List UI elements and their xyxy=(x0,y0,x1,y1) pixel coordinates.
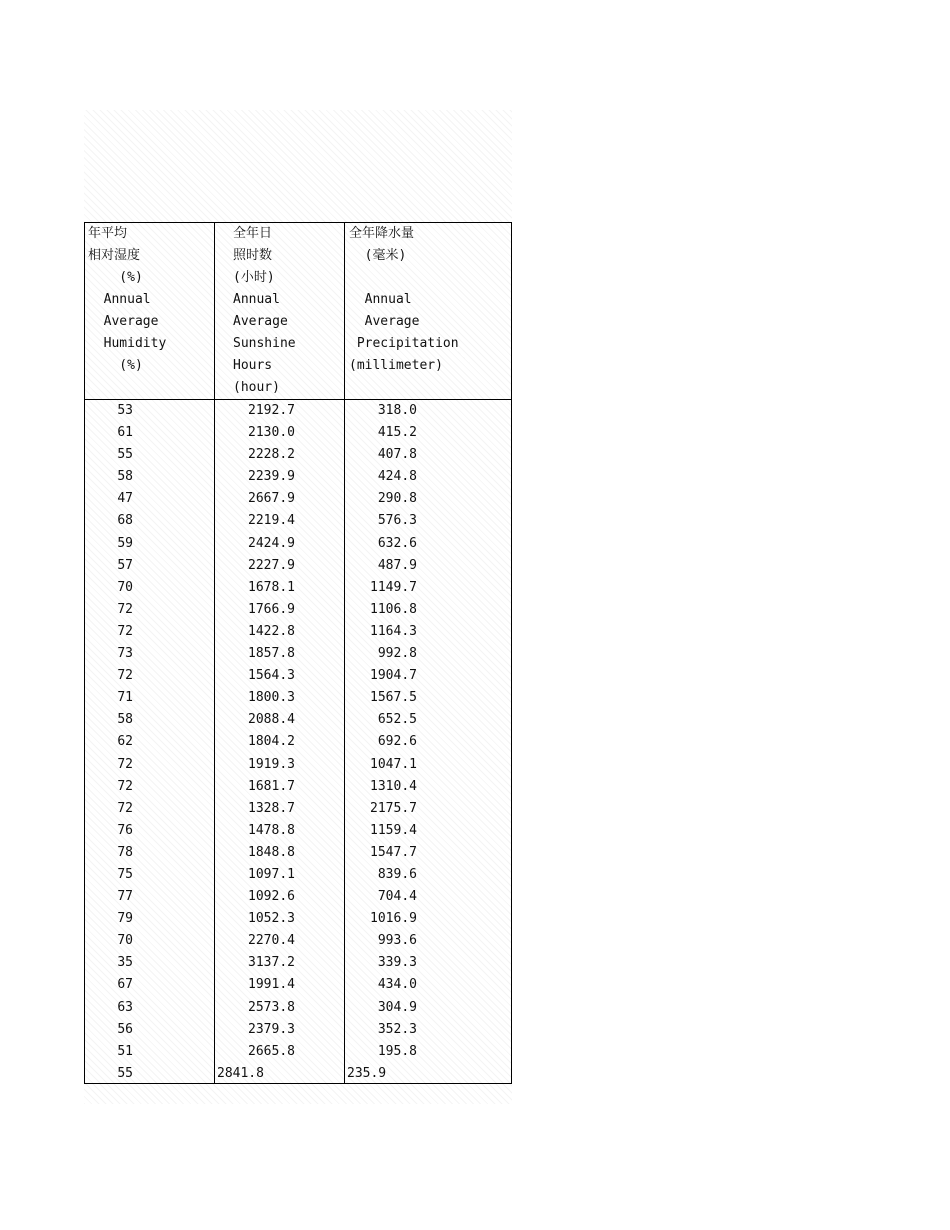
precipitation-cell: 1149.7 xyxy=(370,579,417,595)
sunshine-cell: 1564.3 xyxy=(248,668,295,684)
humidity-cell: 56 xyxy=(117,1021,133,1037)
table-row xyxy=(85,709,511,731)
header-line: (millimeter) xyxy=(349,358,443,373)
sunshine-cell: 1848.8 xyxy=(248,844,295,860)
precipitation-cell: 1547.7 xyxy=(370,844,417,860)
table-row xyxy=(85,510,511,532)
humidity-cell: 71 xyxy=(117,690,133,706)
header-line: Annual xyxy=(233,292,280,307)
humidity-cell: 63 xyxy=(117,999,133,1015)
precipitation-cell: 195.8 xyxy=(377,1043,417,1059)
humidity-cell: 53 xyxy=(117,403,133,418)
table-row xyxy=(85,599,511,621)
humidity-cell: 79 xyxy=(117,911,133,927)
sunshine-cell: 2192.7 xyxy=(248,403,295,418)
precipitation-cell: 304.9 xyxy=(377,999,417,1015)
header-line: Sunshine xyxy=(233,336,296,351)
precipitation-cell: 318.0 xyxy=(377,403,417,418)
precipitation-cell: 704.4 xyxy=(377,889,417,905)
header-precipitation xyxy=(349,223,459,377)
table-row xyxy=(85,687,511,709)
precipitation-cell: 1159.4 xyxy=(370,822,417,838)
humidity-cell: 78 xyxy=(117,844,133,860)
header-line: 相对湿度 xyxy=(88,248,141,263)
table-row xyxy=(85,754,511,776)
sunshine-cell: 2239.9 xyxy=(248,469,295,485)
table-row xyxy=(85,908,511,930)
humidity-cell: 59 xyxy=(117,535,133,551)
sunshine-cell: 2841.8 xyxy=(217,1065,264,1081)
table-row xyxy=(85,400,511,422)
humidity-cell: 72 xyxy=(117,778,133,794)
sunshine-cell: 2667.9 xyxy=(248,491,295,507)
header-line: 年平均 xyxy=(88,226,128,241)
table-body xyxy=(85,400,511,1085)
sunshine-cell: 2665.8 xyxy=(248,1043,295,1059)
precipitation-cell: 424.8 xyxy=(377,469,417,485)
sunshine-cell: 1052.3 xyxy=(248,911,295,927)
humidity-cell: 57 xyxy=(117,557,133,573)
sunshine-cell: 1678.1 xyxy=(248,579,295,595)
header-line: Hours xyxy=(233,358,273,373)
header-line: (%) xyxy=(88,270,143,285)
humidity-cell: 68 xyxy=(117,513,133,529)
header-sunshine xyxy=(233,223,296,399)
header-line: Annual xyxy=(88,292,151,307)
sunshine-cell: 2130.0 xyxy=(248,425,295,441)
precipitation-cell: 235.9 xyxy=(347,1065,387,1081)
header-line: Humidity xyxy=(88,336,167,351)
sunshine-cell: 3137.2 xyxy=(248,955,295,971)
table-row xyxy=(85,665,511,687)
header-line xyxy=(349,267,459,289)
header-line: 照时数 xyxy=(233,248,273,263)
table-row xyxy=(85,798,511,820)
precipitation-cell: 1047.1 xyxy=(370,756,417,772)
sheet-background-bottom xyxy=(84,1084,512,1104)
table-row xyxy=(85,533,511,555)
humidity-cell: 55 xyxy=(117,1065,133,1081)
humidity-cell: 51 xyxy=(117,1043,133,1059)
precipitation-cell: 407.8 xyxy=(377,447,417,463)
header-line: Annual xyxy=(349,292,412,307)
sunshine-cell: 2228.2 xyxy=(248,447,295,463)
header-humidity xyxy=(88,223,166,377)
humidity-cell: 58 xyxy=(117,712,133,728)
table-row xyxy=(85,731,511,753)
sunshine-cell: 1097.1 xyxy=(248,866,295,882)
sheet-background-top xyxy=(84,110,512,222)
humidity-cell: 47 xyxy=(117,491,133,507)
humidity-cell: 58 xyxy=(117,469,133,485)
humidity-cell: 73 xyxy=(117,646,133,662)
humidity-cell: 70 xyxy=(117,933,133,949)
sunshine-cell: 2219.4 xyxy=(248,513,295,529)
header-line: Average xyxy=(349,314,420,329)
sunshine-cell: 1328.7 xyxy=(248,800,295,816)
table-row xyxy=(85,842,511,864)
humidity-cell: 77 xyxy=(117,889,133,905)
sunshine-cell: 1092.6 xyxy=(248,889,295,905)
header-line: (毫米) xyxy=(349,248,407,263)
table-row xyxy=(85,555,511,577)
humidity-cell: 67 xyxy=(117,977,133,993)
table-row xyxy=(85,621,511,643)
sunshine-cell: 1478.8 xyxy=(248,822,295,838)
humidity-cell: 72 xyxy=(117,668,133,684)
table-row xyxy=(85,820,511,842)
table-row xyxy=(85,466,511,488)
header-line: 全年日 xyxy=(233,226,273,241)
table-row xyxy=(85,643,511,665)
table-row xyxy=(85,952,511,974)
header-line: Average xyxy=(88,314,159,329)
sunshine-cell: 2088.4 xyxy=(248,712,295,728)
header-line: (%) xyxy=(88,358,143,373)
precipitation-cell: 576.3 xyxy=(377,513,417,529)
table-row xyxy=(85,886,511,908)
precipitation-cell: 487.9 xyxy=(377,557,417,573)
humidity-cell: 70 xyxy=(117,579,133,595)
sunshine-cell: 1991.4 xyxy=(248,977,295,993)
table-row xyxy=(85,1019,511,1041)
precipitation-cell: 1904.7 xyxy=(370,668,417,684)
humidity-cell: 75 xyxy=(117,866,133,882)
precipitation-cell: 1310.4 xyxy=(370,778,417,794)
precipitation-cell: 2175.7 xyxy=(370,800,417,816)
sunshine-cell: 1681.7 xyxy=(248,778,295,794)
table-row xyxy=(85,864,511,886)
precipitation-cell: 992.8 xyxy=(377,646,417,662)
sunshine-cell: 1422.8 xyxy=(248,623,295,639)
precipitation-cell: 290.8 xyxy=(377,491,417,507)
table-row xyxy=(85,422,511,444)
precipitation-cell: 632.6 xyxy=(377,535,417,551)
humidity-cell: 76 xyxy=(117,822,133,838)
header-line: 全年降水量 xyxy=(349,226,415,241)
table-row xyxy=(85,1063,511,1085)
sunshine-cell: 1800.3 xyxy=(248,690,295,706)
table-row xyxy=(85,488,511,510)
precipitation-cell: 434.0 xyxy=(377,977,417,993)
humidity-cell: 62 xyxy=(117,734,133,750)
header-line: Precipitation xyxy=(349,336,459,351)
humidity-cell: 35 xyxy=(117,955,133,971)
table-row xyxy=(85,776,511,798)
climate-table xyxy=(84,222,512,1084)
sunshine-cell: 1857.8 xyxy=(248,646,295,662)
sunshine-cell: 2270.4 xyxy=(248,933,295,949)
humidity-cell: 72 xyxy=(117,623,133,639)
header-line: Average xyxy=(233,314,288,329)
sunshine-cell: 2379.3 xyxy=(248,1021,295,1037)
precipitation-cell: 415.2 xyxy=(377,425,417,441)
sunshine-cell: 1804.2 xyxy=(248,734,295,750)
humidity-cell: 72 xyxy=(117,601,133,617)
precipitation-cell: 1106.8 xyxy=(370,601,417,617)
table-row xyxy=(85,974,511,996)
table-row xyxy=(85,577,511,599)
precipitation-cell: 1164.3 xyxy=(370,623,417,639)
precipitation-cell: 1567.5 xyxy=(370,690,417,706)
table-row xyxy=(85,930,511,952)
precipitation-cell: 652.5 xyxy=(377,712,417,728)
table-row xyxy=(85,997,511,1019)
precipitation-cell: 1016.9 xyxy=(370,911,417,927)
sunshine-cell: 1919.3 xyxy=(248,756,295,772)
precipitation-cell: 993.6 xyxy=(377,933,417,949)
humidity-cell: 61 xyxy=(117,425,133,441)
sunshine-cell: 1766.9 xyxy=(248,601,295,617)
precipitation-cell: 339.3 xyxy=(377,955,417,971)
sunshine-cell: 2424.9 xyxy=(248,535,295,551)
humidity-cell: 55 xyxy=(117,447,133,463)
header-line: (小时) xyxy=(233,270,275,285)
humidity-cell: 72 xyxy=(117,800,133,816)
header-line: (hour) xyxy=(233,380,280,395)
sunshine-cell: 2573.8 xyxy=(248,999,295,1015)
precipitation-cell: 839.6 xyxy=(377,866,417,882)
precipitation-cell: 352.3 xyxy=(377,1021,417,1037)
precipitation-cell: 692.6 xyxy=(377,734,417,750)
table-row xyxy=(85,1041,511,1063)
sunshine-cell: 2227.9 xyxy=(248,557,295,573)
table-row xyxy=(85,444,511,466)
humidity-cell: 72 xyxy=(117,756,133,772)
